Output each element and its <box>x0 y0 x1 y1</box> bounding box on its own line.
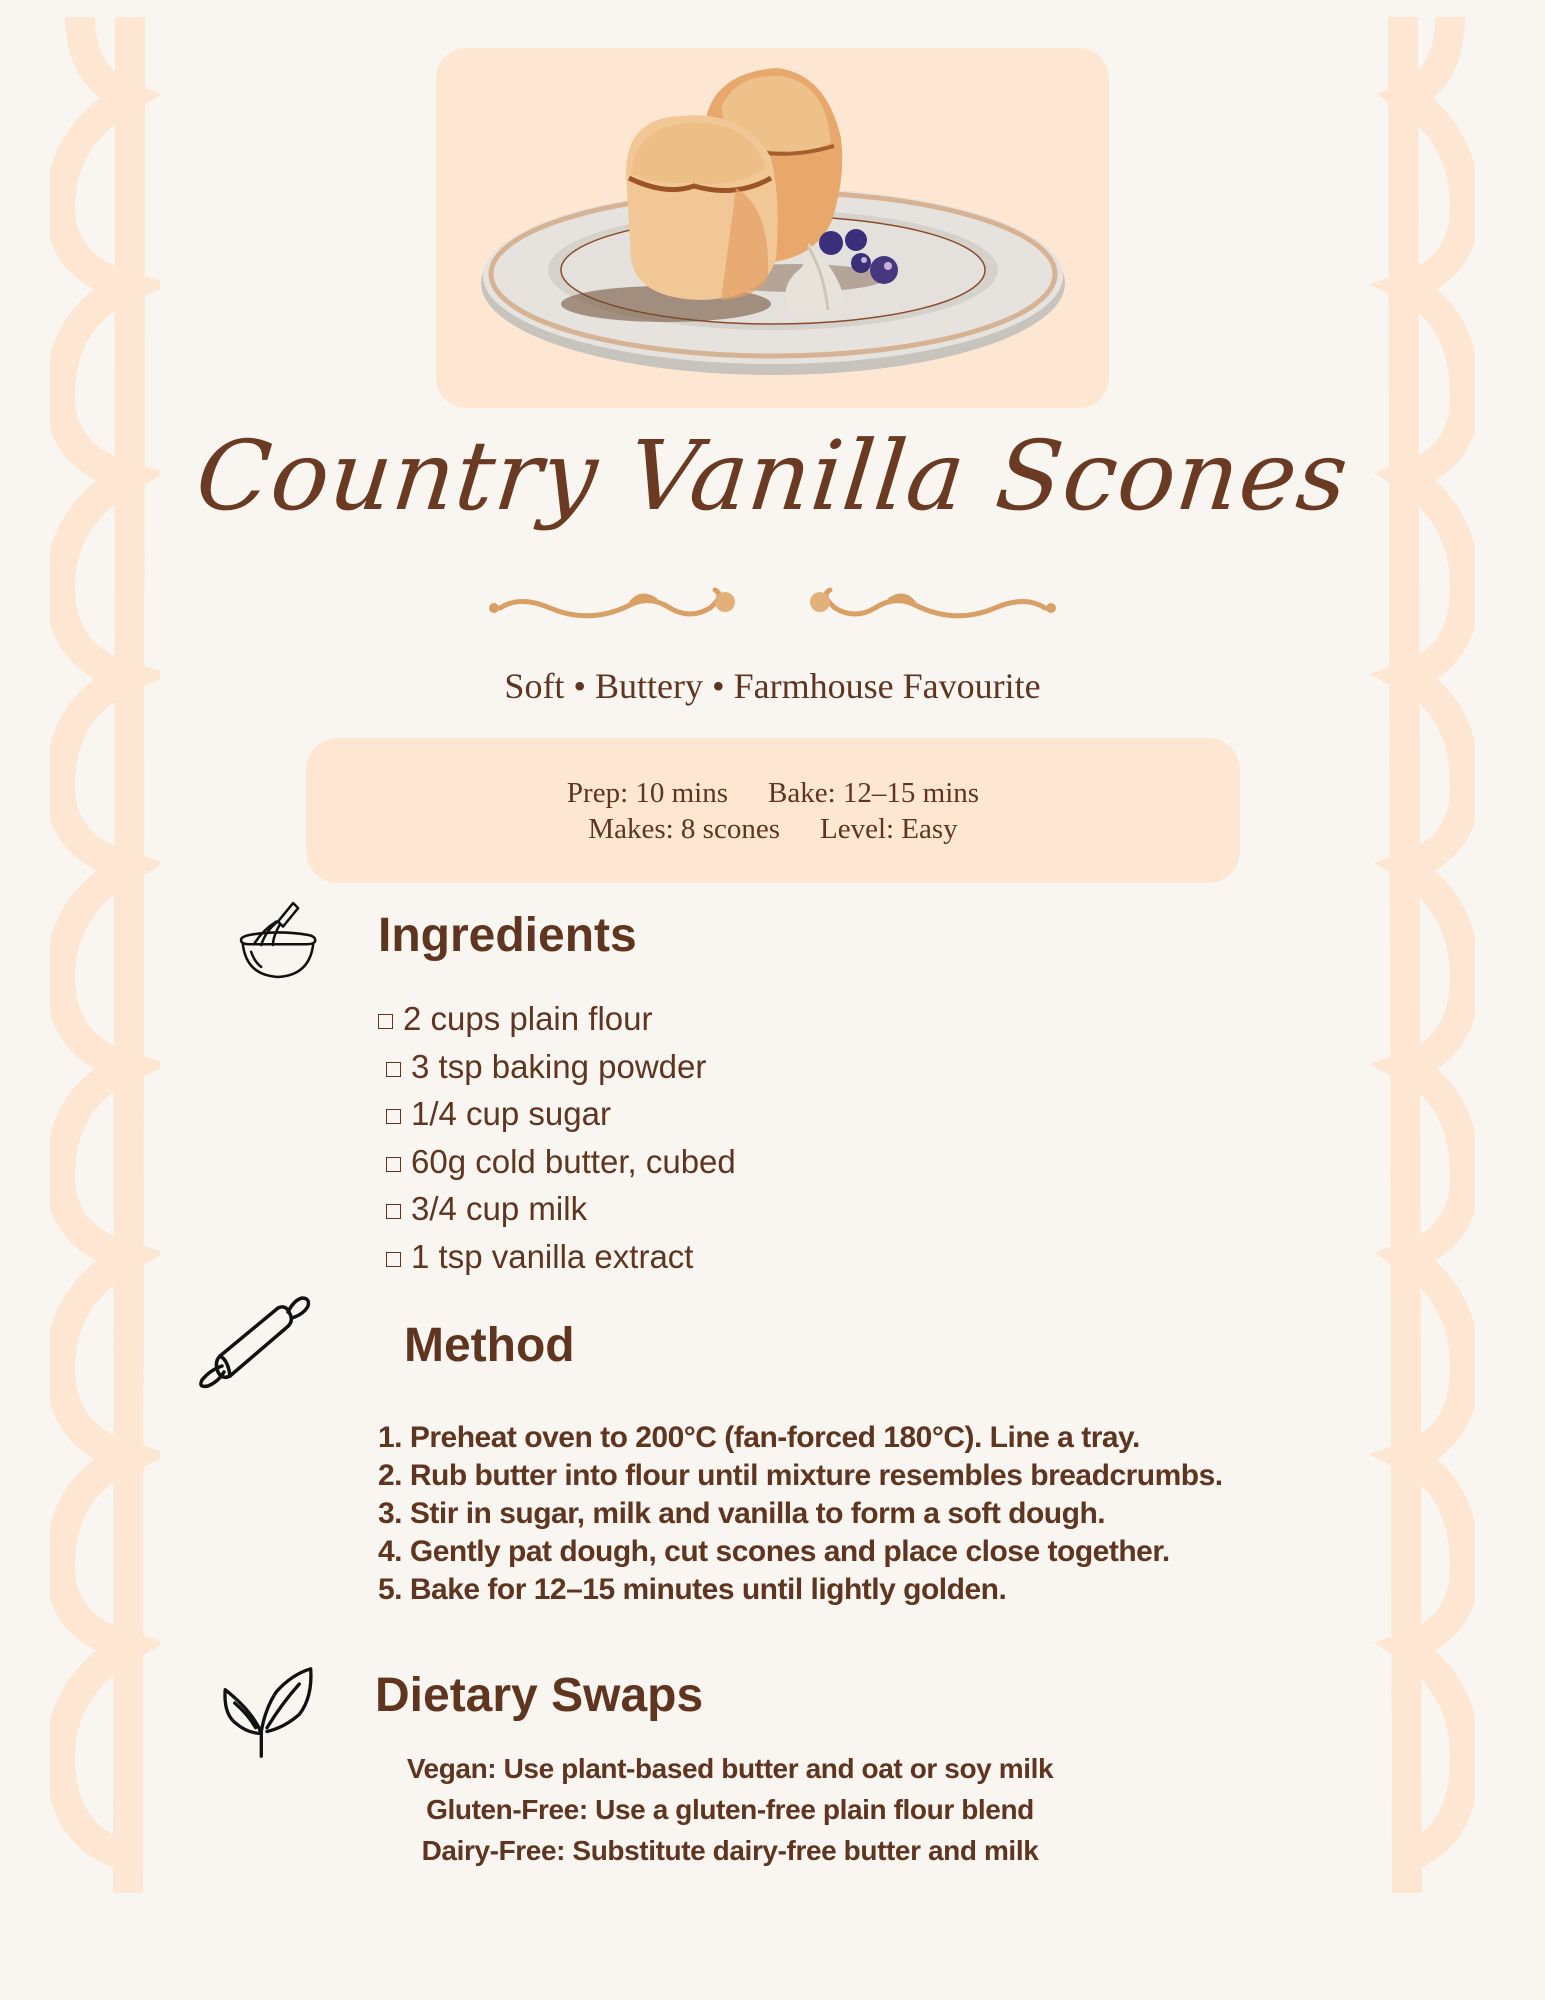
hero-scones-illustration <box>436 48 1109 408</box>
checkbox-icon[interactable] <box>386 1157 401 1172</box>
ingredient-item[interactable]: 2 cups plain flour <box>378 995 736 1043</box>
recipe-tagline: Soft • Buttery • Farmhouse Favourite <box>504 666 1041 706</box>
info-row-time <box>567 775 979 811</box>
dietary-swaps-heading: Dietary Swaps <box>375 1669 704 1722</box>
mixing-bowl-whisk-icon <box>236 896 320 984</box>
decorative-border-right <box>1365 17 1475 1893</box>
swap-vegan: Vegan: Use plant-based butter and oat or soy milk <box>406 1753 1054 1784</box>
method-step: 4. Gently pat dough, cut scones and place close together. <box>378 1535 1170 1568</box>
flourish-divider-icon <box>480 580 1065 630</box>
rolling-pin-icon <box>190 1292 320 1392</box>
dietary-swaps-list <box>300 1748 1160 1871</box>
prep-time: Prep: 10 mins <box>566 776 729 809</box>
info-row-yield <box>588 811 957 847</box>
method-steps <box>378 1419 1223 1609</box>
swap-gluten-free: Gluten-Free: Use a gluten-free plain flour blend <box>426 1794 1034 1825</box>
ingredient-item[interactable]: 60g cold butter, cubed <box>378 1138 736 1186</box>
checkbox-icon[interactable] <box>386 1109 401 1124</box>
recipe-title: Country Vanilla Scones <box>191 420 1354 532</box>
checkbox-icon[interactable] <box>378 1014 393 1029</box>
ingredient-item[interactable]: 1 tsp vanilla extract <box>378 1233 736 1281</box>
bake-time: Bake: 12–15 mins <box>768 776 980 809</box>
ingredients-heading: Ingredients <box>378 909 637 962</box>
ingredients-list <box>378 995 736 1280</box>
leaf-sprout-icon <box>218 1665 316 1760</box>
method-step: 2. Rub butter into flour until mixture resembles breadcrumbs. <box>378 1459 1223 1492</box>
ingredient-item[interactable]: 3 tsp baking powder <box>378 1043 736 1091</box>
checkbox-icon[interactable] <box>386 1204 401 1219</box>
method-heading: Method <box>404 1319 575 1372</box>
decorative-border-left <box>50 17 160 1893</box>
recipe-info-panel <box>306 738 1240 883</box>
checkbox-icon[interactable] <box>386 1062 401 1077</box>
method-step: 5. Bake for 12–15 minutes until lightly golden. <box>378 1573 1007 1606</box>
difficulty-level: Level: Easy <box>819 812 958 845</box>
method-step: 3. Stir in sugar, milk and vanilla to form a soft dough. <box>378 1497 1106 1530</box>
swap-dairy-free: Dairy-Free: Substitute dairy-free butter and milk <box>421 1835 1039 1866</box>
yield: Makes: 8 scones <box>588 812 780 845</box>
ingredient-item[interactable]: 3/4 cup milk <box>378 1185 736 1233</box>
method-step: 1. Preheat oven to 200°C (fan-forced 180°C). Line a tray. <box>378 1421 1140 1454</box>
checkbox-icon[interactable] <box>386 1252 401 1267</box>
ingredient-item[interactable]: 1/4 cup sugar <box>378 1090 736 1138</box>
